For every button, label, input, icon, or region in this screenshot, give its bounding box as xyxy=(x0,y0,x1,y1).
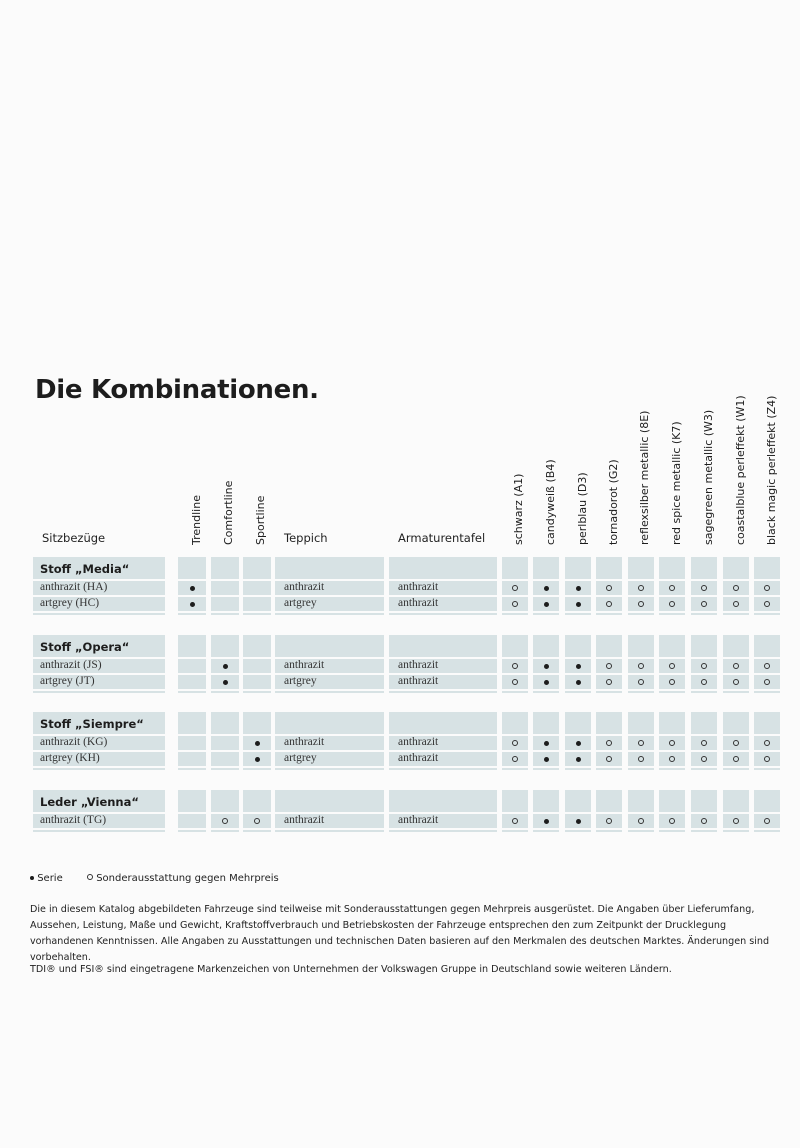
row-teppich: artgrey xyxy=(284,752,317,764)
row-armatur: anthrazit xyxy=(398,581,439,593)
serie-dot-icon xyxy=(223,680,228,685)
table-cell xyxy=(178,790,206,832)
option-ring-icon xyxy=(701,818,707,824)
row-armatur: anthrazit xyxy=(398,675,439,687)
serie-dot-icon xyxy=(576,680,581,685)
option-ring-icon xyxy=(669,663,675,669)
legend-option xyxy=(87,873,279,884)
option-ring-icon xyxy=(764,740,770,746)
header-color-label: red spice metallic (K7) xyxy=(670,421,683,545)
table-cell xyxy=(243,790,271,832)
serie-dot-icon xyxy=(544,819,549,824)
option-ring-icon xyxy=(606,740,612,746)
option-ring-icon xyxy=(638,585,644,591)
option-ring-icon xyxy=(638,818,644,824)
option-ring-icon xyxy=(87,874,93,880)
option-ring-icon xyxy=(669,818,675,824)
row-separator xyxy=(33,611,780,613)
header-color-label: black magic perleffekt (Z4) xyxy=(765,395,778,545)
legend-serie xyxy=(30,873,63,884)
option-ring-icon xyxy=(669,756,675,762)
header-color-label: sagegreen metallic (W3) xyxy=(702,409,715,545)
header-trim-label: Sportline xyxy=(254,495,267,545)
table-cell xyxy=(565,790,591,832)
row-label: artgrey (HC) xyxy=(40,597,100,609)
serie-dot-icon xyxy=(576,819,581,824)
row-teppich: anthrazit xyxy=(284,814,325,826)
table-cell xyxy=(211,712,239,770)
header-color-6 xyxy=(698,324,722,544)
serie-dot-icon xyxy=(544,664,549,669)
option-ring-icon xyxy=(701,601,707,607)
row-teppich: anthrazit xyxy=(284,736,325,748)
trademark-text: TDI® und FSI® sind eingetragene Markenzeichen von Unternehmen der Volkswagen Gruppe in Deutschland sowie weiteren Ländern. xyxy=(30,964,672,975)
option-ring-icon xyxy=(512,601,518,607)
header-color-2 xyxy=(572,324,596,544)
row-teppich: artgrey xyxy=(284,597,317,609)
option-ring-icon xyxy=(512,585,518,591)
header-color-8 xyxy=(761,324,785,544)
row-label: anthrazit (TG) xyxy=(40,814,107,826)
row-armatur: anthrazit xyxy=(398,659,439,671)
option-ring-icon xyxy=(764,679,770,685)
row-armatur: anthrazit xyxy=(398,736,439,748)
table-cell xyxy=(178,712,206,770)
table-cell xyxy=(211,790,239,832)
row-separator xyxy=(33,766,780,768)
row-separator xyxy=(33,689,780,691)
table-cell xyxy=(628,790,654,832)
option-ring-icon xyxy=(638,679,644,685)
group-name: Stoff „Opera“ xyxy=(40,640,130,654)
serie-dot-icon xyxy=(544,602,549,607)
option-ring-icon xyxy=(606,756,612,762)
row-label: artgrey (JT) xyxy=(40,675,95,687)
header-color-label: reflexsilber metallic (8E) xyxy=(638,410,651,545)
option-ring-icon xyxy=(512,818,518,824)
option-ring-icon xyxy=(512,663,518,669)
option-ring-icon xyxy=(638,601,644,607)
legend-option-label: Sonderausstattung gegen Mehrpreis xyxy=(96,873,279,884)
serie-dot-icon xyxy=(576,586,581,591)
table-cell xyxy=(211,557,239,615)
option-ring-icon xyxy=(638,740,644,746)
header-color-0 xyxy=(508,324,532,544)
header-color-label: tornadorot (G2) xyxy=(607,459,620,545)
row-armatur: anthrazit xyxy=(398,752,439,764)
page-title: Die Kombinationen. xyxy=(35,375,319,405)
legend-serie-label: Serie xyxy=(37,873,63,884)
table-cell xyxy=(691,790,717,832)
header-trim-label: Trendline xyxy=(190,495,203,545)
row-label: artgrey (KH) xyxy=(40,752,100,764)
serie-dot-icon xyxy=(190,602,195,607)
table-cell xyxy=(754,790,780,832)
option-ring-icon xyxy=(764,663,770,669)
option-ring-icon xyxy=(606,663,612,669)
option-ring-icon xyxy=(638,756,644,762)
option-ring-icon xyxy=(638,663,644,669)
table-cell xyxy=(502,790,528,832)
group-name: Leder „Vienna“ xyxy=(40,795,139,809)
option-ring-icon xyxy=(254,818,260,824)
table-cell xyxy=(178,635,206,693)
group-name: Stoff „Media“ xyxy=(40,562,130,576)
option-ring-icon xyxy=(512,740,518,746)
header-armaturentafel: Armaturentafel xyxy=(398,531,486,545)
row-teppich: artgrey xyxy=(284,675,317,687)
option-ring-icon xyxy=(764,601,770,607)
table-cell xyxy=(596,790,622,832)
row-teppich: anthrazit xyxy=(284,659,325,671)
header-color-1 xyxy=(540,324,564,544)
option-ring-icon xyxy=(512,679,518,685)
option-ring-icon xyxy=(222,818,228,824)
option-ring-icon xyxy=(701,585,707,591)
option-ring-icon xyxy=(733,663,739,669)
header-trim-1 xyxy=(218,324,242,544)
row-label: anthrazit (KG) xyxy=(40,736,108,748)
option-ring-icon xyxy=(512,756,518,762)
serie-dot-icon xyxy=(190,586,195,591)
serie-dot-icon xyxy=(255,741,260,746)
row-label: anthrazit (JS) xyxy=(40,659,102,671)
header-color-3 xyxy=(603,324,627,544)
table-cell xyxy=(243,557,271,615)
header-color-7 xyxy=(730,324,754,544)
option-ring-icon xyxy=(701,663,707,669)
serie-dot-icon xyxy=(544,680,549,685)
option-ring-icon xyxy=(764,756,770,762)
row-label: anthrazit (HA) xyxy=(40,581,108,593)
row-separator xyxy=(33,828,780,830)
header-color-label: coastalblue perleffekt (W1) xyxy=(734,395,747,545)
header-trim-0 xyxy=(186,324,210,544)
serie-dot-icon xyxy=(223,664,228,669)
option-ring-icon xyxy=(764,585,770,591)
serie-dot-icon xyxy=(576,741,581,746)
option-ring-icon xyxy=(669,740,675,746)
option-ring-icon xyxy=(606,601,612,607)
row-armatur: anthrazit xyxy=(398,597,439,609)
header-teppich: Teppich xyxy=(284,531,328,545)
option-ring-icon xyxy=(669,601,675,607)
header-color-4 xyxy=(634,324,658,544)
header-trim-2 xyxy=(250,324,274,544)
serie-dot-icon xyxy=(576,757,581,762)
serie-dot-icon xyxy=(544,586,549,591)
option-ring-icon xyxy=(701,679,707,685)
option-ring-icon xyxy=(669,679,675,685)
table-cell xyxy=(533,790,559,832)
row-teppich: anthrazit xyxy=(284,581,325,593)
option-ring-icon xyxy=(733,756,739,762)
option-ring-icon xyxy=(701,740,707,746)
option-ring-icon xyxy=(669,585,675,591)
header-sitzbezuege: Sitzbezüge xyxy=(42,531,106,545)
option-ring-icon xyxy=(606,585,612,591)
header-color-5 xyxy=(666,324,690,544)
header-color-label: candyweiß (B4) xyxy=(544,459,557,545)
serie-dot-icon xyxy=(576,664,581,669)
row-armatur: anthrazit xyxy=(398,814,439,826)
option-ring-icon xyxy=(606,679,612,685)
header-trim-label: Comfortline xyxy=(222,480,235,545)
option-ring-icon xyxy=(733,679,739,685)
group-name: Stoff „Siempre“ xyxy=(40,717,144,731)
option-ring-icon xyxy=(701,756,707,762)
option-ring-icon xyxy=(764,818,770,824)
serie-dot-icon xyxy=(544,741,549,746)
option-ring-icon xyxy=(606,818,612,824)
option-ring-icon xyxy=(733,585,739,591)
serie-dot-icon xyxy=(255,757,260,762)
option-ring-icon xyxy=(733,601,739,607)
serie-dot-icon xyxy=(544,757,549,762)
table-cell xyxy=(659,790,685,832)
header-color-label: schwarz (A1) xyxy=(512,473,525,545)
serie-dot-icon xyxy=(576,602,581,607)
option-ring-icon xyxy=(733,818,739,824)
header-color-label: perlblau (D3) xyxy=(576,472,589,545)
serie-dot-icon xyxy=(30,876,34,880)
table-cell xyxy=(243,635,271,693)
option-ring-icon xyxy=(733,740,739,746)
disclaimer-text: Die in diesem Katalog abgebildeten Fahrzeuge sind teilweise mit Sonderausstattungen gegen Mehrpreis ausgerüstet. Die Angaben über Lieferumfang, Aussehen, Leistung, Maße und Gewicht, Kraftstoffverbrauch und Betriebskosten der Fahrzeuge entsprechen den zum Zeitpunkt der Drucklegung vorhandenen Kenntnissen. Alle Angaben zu Ausstattungen und technischen Daten basieren auf den Merkmalen des deutschen Marktes. Änderungen sind vorbehalten. xyxy=(30,904,770,963)
table-cell xyxy=(723,790,749,832)
